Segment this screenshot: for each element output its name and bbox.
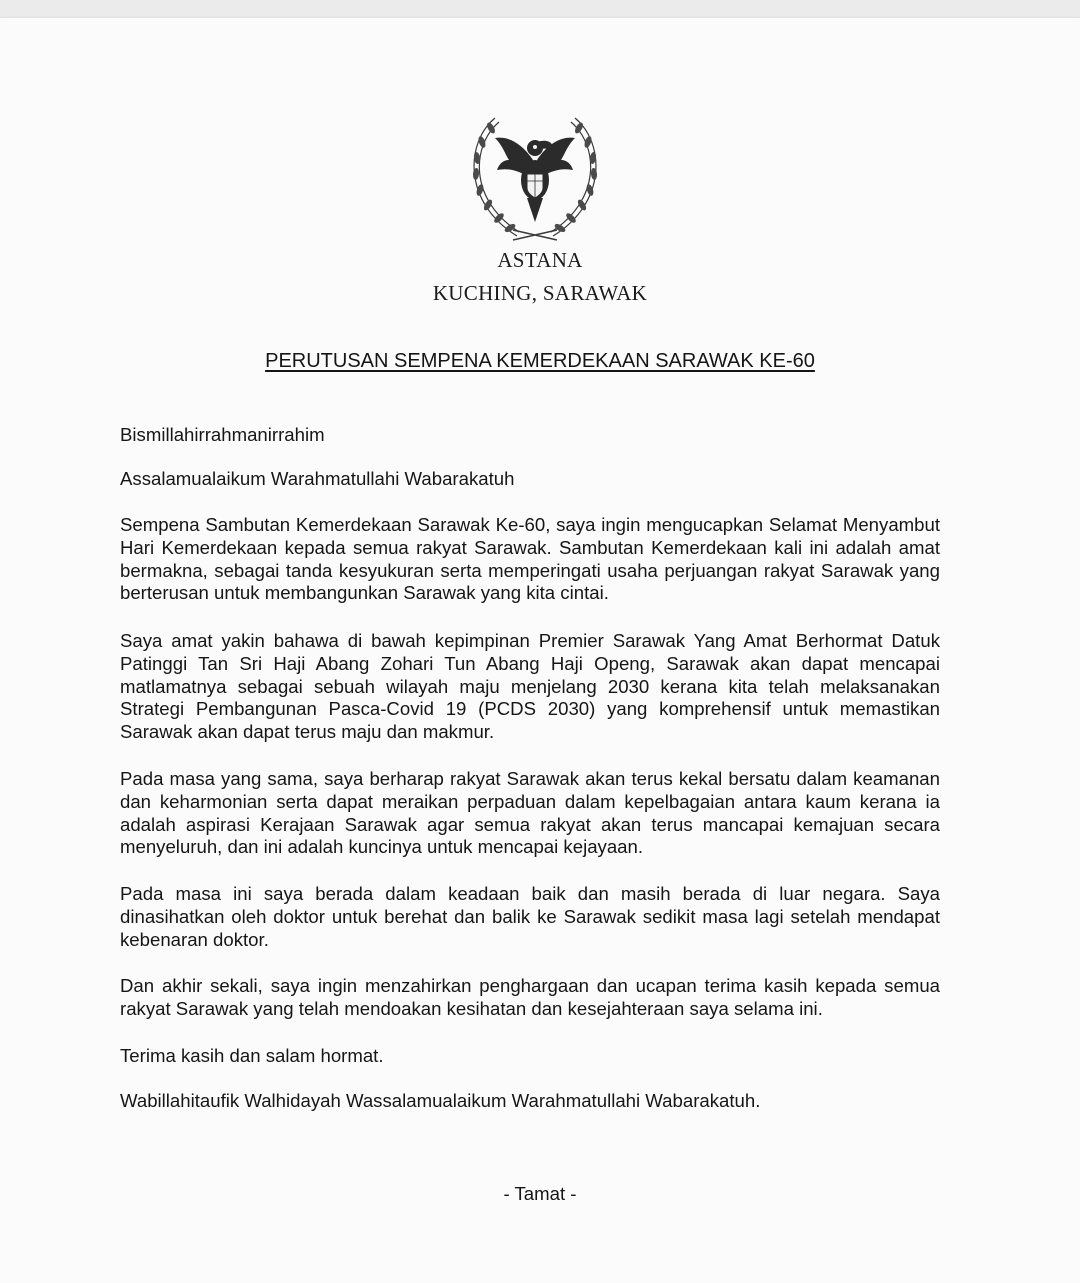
paragraph-independence-wishes: Sempena Sambutan Kemerdekaan Sarawak Ke-60, saya ingin mengucapkan Selamat Menyambut Hari Kemerdekaan kepada semua rakyat Sarawak. Sambutan Kemerdekaan kali ini adalah amat bermakna, sebagai tanda kesyukuran serta memperingati usaha perjuangan rakyat Sarawak yang berterusan untuk membangunkan Sarawak yang kita cintai. [120, 514, 940, 604]
document-title: PERUTUSAN SEMPENA KEMERDEKAAN SARAWAK KE-60 [265, 350, 815, 372]
coat-of-arms-icon [455, 98, 615, 258]
paragraph-leadership: Saya amat yakin bahawa di bawah kepimpinan Premier Sarawak Yang Amat Berhormat Datuk Patinggi Tan Sri Haji Abang Zohari Tun Abang Haji Openg, Sarawak akan dapat mencapai matlamatnya sebagai sebuah wilayah maju menjelang 2030 kerana kita telah melaksanakan Strategi Pembangunan Pasca-Covid 19 (PCDS 2030) yang komprehensif untuk memastikan Sarawak akan dapat terus maju dan makmur. [120, 630, 940, 743]
paragraph-health-status: Pada masa ini saya berada dalam keadaan baik dan masih berada di luar negara. Saya dinasihatkan oleh doktor untuk berehat dan balik ke Sarawak sedikit masa lagi setelah mendapat kebenaran doktor. [120, 883, 940, 950]
paragraph-opening-basmala: Bismillahirrahmanirrahim [120, 424, 325, 445]
paragraph-greeting: Assalamualaikum Warahmatullahi Wabarakatuh [120, 468, 515, 489]
letterhead-line-1: ASTANA [497, 248, 583, 272]
letter-page [0, 18, 1080, 1283]
document-end-marker: - Tamat - [503, 1183, 577, 1204]
paragraph-thanks: Terima kasih dan salam hormat. [120, 1045, 384, 1066]
paragraph-closing-salam: Wabillahitaufik Walhidayah Wassalamualaikum Warahmatullahi Wabarakatuh. [120, 1090, 761, 1111]
letterhead-line-2: KUCHING, SARAWAK [432, 281, 648, 305]
paragraph-unity: Pada masa yang sama, saya berharap rakyat Sarawak akan terus kekal bersatu dalam keamanan dan keharmonian serta dapat meraikan perpaduan dalam kepelbagaian antara kaum kerana ia adalah aspirasi Kerajaan Sarawak agar semua rakyat akan terus mancapai kemajuan secara menyeluruh, dan ini adalah kuncinya untuk mencapai kejayaan. [120, 768, 940, 858]
paragraph-appreciation: Dan akhir sekali, saya ingin menzahirkan penghargaan dan ucapan terima kasih kepada semua rakyat Sarawak yang telah mendoakan kesihatan dan kesejahteraan saya selama ini. [120, 975, 940, 1019]
